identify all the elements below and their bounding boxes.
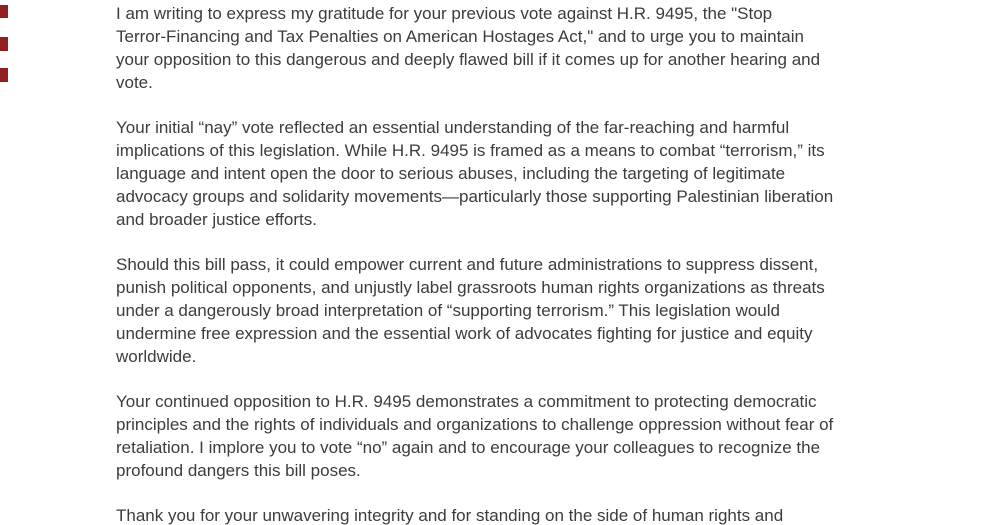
paragraph-5	[116, 504, 906, 525]
text-line: your opposition to this dangerous and deeply flawed bill if it comes up for another hearing and	[116, 50, 821, 69]
paragraph-3	[116, 253, 906, 368]
text-line: language and intent open the door to serious abuses, including the targeting of legitimate	[116, 164, 786, 183]
text-line: principles and the rights of individuals and organizations to challenge oppression without fear of	[116, 415, 834, 434]
paragraph-2	[116, 116, 906, 231]
revision-marker-icon	[0, 5, 8, 18]
text-line: Terror-Financing and Tax Penalties on American Hostages Act," and to urge you to maintain	[116, 27, 804, 46]
letter-body	[116, 2, 906, 525]
text-line: punish political opponents, and unjustly label grassroots human rights organizations as threats	[116, 278, 825, 297]
text-line: and broader justice efforts.	[116, 210, 317, 229]
text-line: profound dangers this bill poses.	[116, 461, 361, 480]
paragraph-4	[116, 390, 906, 482]
text-line: Your initial “nay” vote reflected an essential understanding of the far-reaching and harmful	[116, 118, 790, 137]
text-line: under a dangerously broad interpretation of “supporting terrorism.” This legislation would	[116, 301, 780, 320]
text-line: worldwide.	[116, 347, 197, 366]
text-line: implications of this legislation. While H.R. 9495 is framed as a means to combat “terrorism,” its	[116, 141, 825, 160]
revision-marker-icon	[0, 68, 8, 82]
text-line: advocacy groups and solidarity movements—particularly those supporting Palestinian liberation	[116, 187, 834, 206]
text-line: undermine free expression and the essential work of advocates fighting for justice and equity	[116, 324, 813, 343]
text-line: retaliation. I implore you to vote “no” again and to encourage your colleagues to recognize the	[116, 438, 821, 457]
paragraph-1	[116, 2, 906, 94]
revision-marker-icon	[0, 37, 8, 51]
text-line: Your continued opposition to H.R. 9495 demonstrates a commitment to protecting democratic	[116, 392, 817, 411]
text-line: Should this bill pass, it could empower current and future administrations to suppress dissent,	[116, 255, 819, 274]
text-line: Thank you for your unwavering integrity and for standing on the side of human rights and	[116, 506, 784, 525]
text-line: vote.	[116, 73, 153, 92]
text-line: I am writing to express my gratitude for your previous vote against H.R. 9495, the "Stop	[116, 4, 773, 23]
